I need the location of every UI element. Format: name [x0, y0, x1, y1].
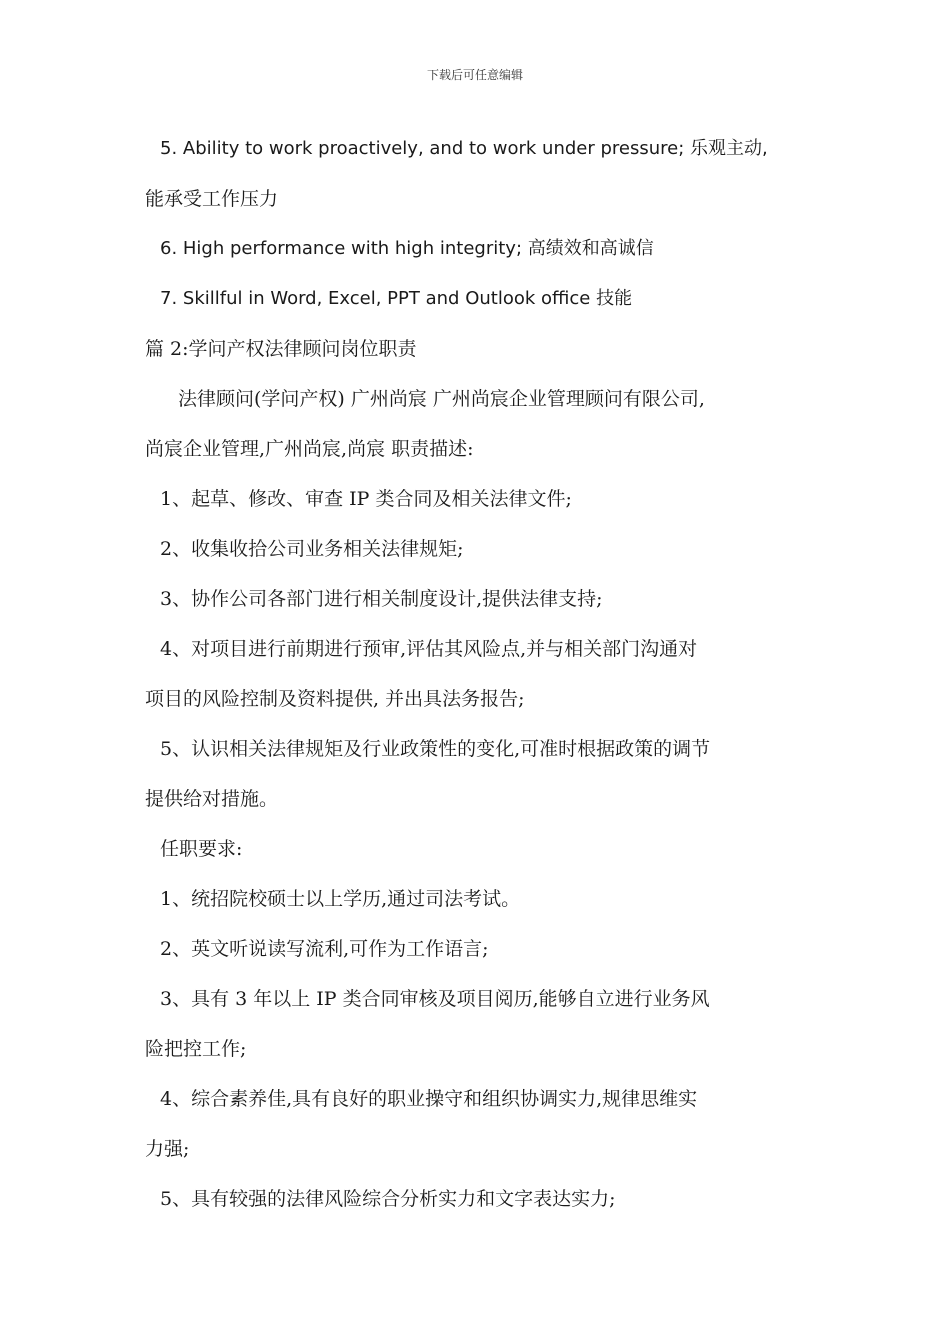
- text-line: 篇 2:学问产权法律顾问岗位职责: [145, 338, 417, 360]
- text-line: 1、统招院校硕士以上学历,通过司法考试。: [160, 888, 521, 910]
- text-line: 2、英文听说读写流利,可作为工作语言;: [160, 938, 489, 960]
- text-line: 3、具有 3 年以上 IP 类合同审核及项目阅历,能够自立进行业务风: [160, 988, 710, 1010]
- text-line: 任职要求:: [160, 838, 243, 860]
- text-line: 7. Skillful in Word, Excel, PPT and Outlook office 技能: [160, 288, 633, 309]
- text-line: 6. High performance with high integrity; 高绩效和高诚信: [160, 238, 654, 259]
- text-line: 5、认识相关法律规矩及行业政策性的变化,可准时根据政策的调节: [160, 738, 711, 760]
- page-header: 下载后可任意编辑: [426, 68, 523, 82]
- text-line: 提供给对措施。: [145, 788, 279, 810]
- text-line: 法律顾问(学问产权) 广州尚宸 广州尚宸企业管理顾问有限公司,: [178, 388, 705, 410]
- text-line: 险把控工作;: [145, 1038, 247, 1060]
- document-body: [145, 124, 813, 1224]
- text-line: 能承受工作压力: [145, 188, 279, 210]
- text-line: 5、具有较强的法律风险综合分析实力和文字表达实力;: [160, 1188, 616, 1210]
- text-line: 尚宸企业管理,广州尚宸,尚宸 职责描述:: [145, 438, 474, 460]
- text-line: 4、对项目进行前期进行预审,评估其风险点,并与相关部门沟通对: [160, 638, 698, 660]
- text-line: 4、综合素养佳,具有良好的职业操守和组织协调实力,规律思维实: [160, 1088, 698, 1110]
- text-line: 力强;: [145, 1138, 190, 1160]
- text-line: 3、协作公司各部门进行相关制度设计,提供法律支持;: [160, 588, 603, 610]
- text-line: 1、起草、修改、审查 IP 类合同及相关法律文件;: [160, 488, 572, 510]
- text-line: 项目的风险控制及资料提供, 并出具法务报告;: [145, 688, 525, 710]
- text-line: 5. Ability to work proactively, and to work under pressure; 乐观主动,: [160, 138, 768, 159]
- text-line: 2、收集收拾公司业务相关法律规矩;: [160, 538, 464, 560]
